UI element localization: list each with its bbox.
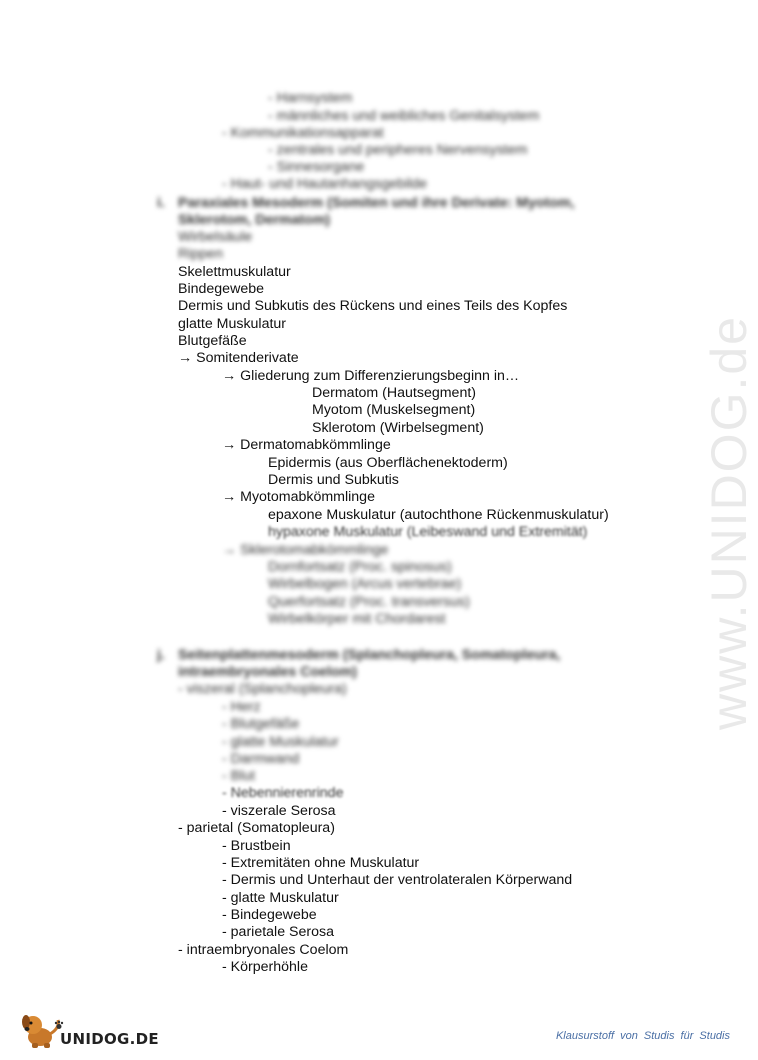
list-item: - glatte Muskulatur	[222, 734, 339, 750]
list-item: - Darmwand	[222, 751, 300, 767]
list-item: Sklerotom (Wirbelsegment)	[312, 420, 484, 436]
list-item: - Harnsystem	[268, 90, 353, 106]
list-item: hypaxone Muskulatur (Leibeswand und Extremität)	[268, 524, 588, 540]
list-item: - glatte Muskulatur	[222, 890, 339, 906]
list-item: Dermis und Subkutis des Rückens und eines Teils des Kopfes	[178, 298, 568, 314]
unidog-logo[interactable]	[20, 1010, 159, 1052]
list-item: - Sinnesorgane	[268, 159, 365, 175]
list-item: - zentrales und peripheres Nervensystem	[268, 142, 528, 158]
list-item: Dermis und Subkutis	[268, 472, 399, 488]
list-item: Skelettmuskulatur	[178, 264, 291, 280]
section-heading: Seitenplattenmesoderm (Splanchopleura, Somatopleura,	[178, 647, 561, 663]
list-item: Epidermis (aus Oberflächenektoderm)	[268, 455, 508, 471]
list-item: Dermatom (Hautsegment)	[312, 385, 476, 401]
list-item: - Herz	[222, 699, 261, 715]
list-item: Bindegewebe	[178, 281, 264, 297]
list-item: - Körperhöhle	[222, 959, 308, 975]
list-item: Wirbelbogen (Arcus vertebrae)	[268, 576, 462, 592]
dermatom-heading: → Dermatomabkömmlinge	[222, 437, 391, 453]
parietal-heading: - parietal (Somatopleura)	[178, 820, 335, 836]
section-heading: intraembryonales Coelom)	[178, 664, 357, 680]
list-item: - Bindegewebe	[222, 907, 317, 923]
section-heading: Sklerotom, Dermatom)	[178, 212, 331, 228]
list-item: - Blut	[222, 768, 256, 784]
section-marker: j.	[157, 647, 165, 663]
list-item: - männliches und weibliches Genitalsystem	[268, 108, 540, 124]
list-item: epaxone Muskulatur (autochthone Rückenmuskulatur)	[268, 507, 609, 523]
list-item: - Dermis und Unterhaut der ventrolateralen Körperwand	[222, 872, 573, 888]
somiten-heading: → Somitenderivate	[178, 350, 299, 366]
list-item: Wirbelsäule	[178, 229, 253, 245]
list-item: - Kommunikationsapparat	[222, 125, 384, 141]
list-item: - viszerale Serosa	[222, 803, 336, 819]
gliederung-heading: → Gliederung zum Differenzierungsbeginn in…	[222, 368, 520, 384]
list-item: - Haut- und Hautanhangsgebilde	[222, 176, 428, 192]
list-item: - Brustbein	[222, 838, 291, 854]
footer-slogan: Klausurstoff von Studis für Studis	[555, 1030, 730, 1042]
list-item: Myotom (Muskelsegment)	[312, 402, 476, 418]
list-item: Dornfortsatz (Proc. spinosus)	[268, 559, 452, 575]
list-item: Blutgefäße	[178, 333, 247, 349]
list-item: - parietale Serosa	[222, 924, 334, 940]
list-item: - Extremitäten ohne Muskulatur	[222, 855, 420, 871]
sklerotom-heading: → Sklerotomabkömmlinge	[222, 542, 389, 558]
list-item: Rippen	[178, 246, 223, 262]
paw-icon	[54, 1020, 64, 1030]
list-item: - Blutgefäße	[222, 716, 300, 732]
section-heading: Paraxiales Mesoderm (Somiten und ihre Derivate: Myotom,	[178, 195, 575, 211]
logo-text: UNIDOG.DE	[60, 1030, 159, 1048]
coelom-heading: - intraembryonales Coelom	[178, 942, 349, 958]
list-item: Wirbelkörper mit Chordarest	[268, 611, 446, 627]
watermark: www.UNIDOG.de	[701, 315, 757, 730]
list-item: glatte Muskulatur	[178, 316, 287, 332]
myotom-heading: → Myotomabkömmlinge	[222, 489, 375, 505]
list-item: Querfortsatz (Proc. transversus)	[268, 594, 470, 610]
dog-icon	[20, 1010, 64, 1050]
section-marker: i.	[157, 195, 165, 211]
list-item: - Nebennierenrinde	[222, 785, 344, 801]
visceral-heading: - viszeral (Splanchopleura)	[178, 681, 347, 697]
